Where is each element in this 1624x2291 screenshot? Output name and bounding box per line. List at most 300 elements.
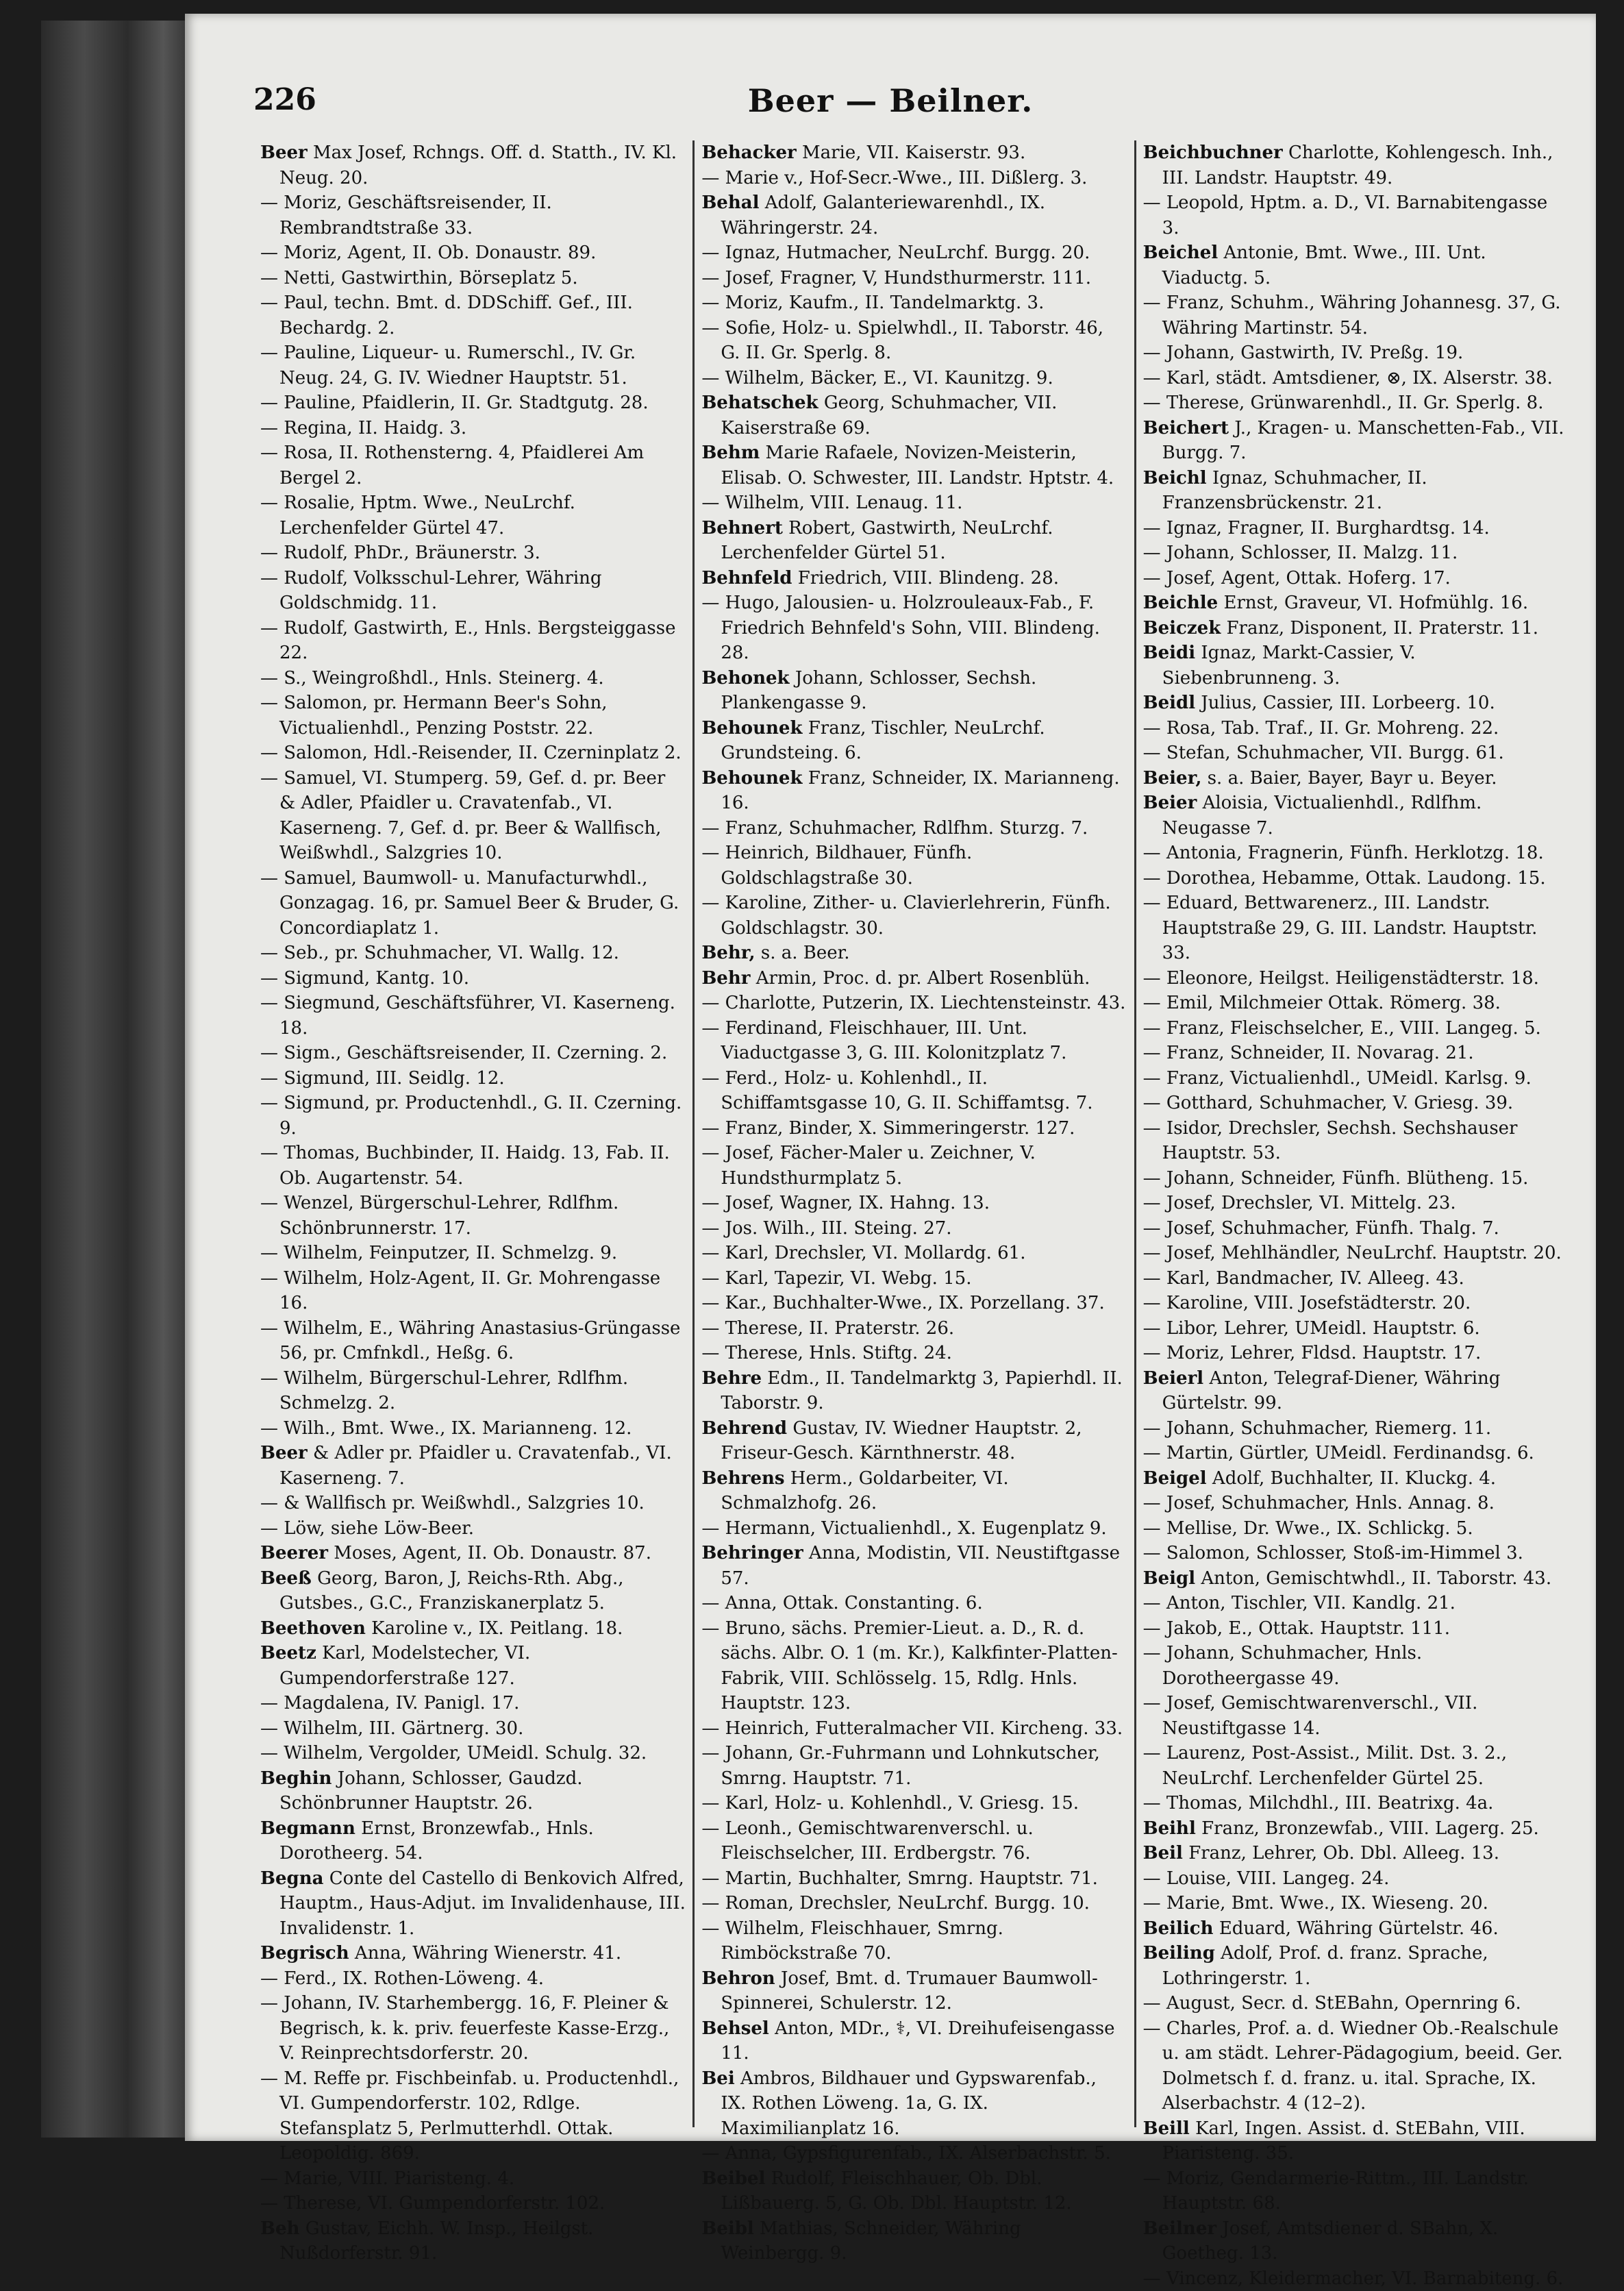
- directory-entry: [701, 1416, 1127, 1466]
- directory-entry: [701, 1241, 1127, 1266]
- entry-text: — Therese, VI. Gumpendorferstr. 102.: [260, 2193, 605, 2214]
- directory-entry: [701, 1791, 1127, 1816]
- entry-text: — Sigmund, Kantg. 10.: [260, 968, 469, 989]
- entry-surname: Beilner: [1143, 2218, 1216, 2239]
- entry-text: & Adler pr. Pfaidler u. Cravatenfab., VI. Kaserneng. 7.: [279, 1443, 672, 1489]
- entry-text: Conte del Castello di Benkovich Alfred, Hauptm., Haus-Adjut. im Invalidenhause, III. Invalidenstr. 1.: [279, 1868, 686, 1939]
- directory-entry: [260, 741, 686, 766]
- entry-text: Anton, MDr., ⚕, VI. Dreihufeisengasse 11.: [721, 2018, 1114, 2064]
- entry-text: — Samuel, VI. Stumperg. 59, Gef. d. pr. Beer & Adler, Pfaidler u. Cravatenfab., VI. Kaserneng. 7, Gef. d. pr. Beer & Wallfisch, Weißwhdl., Salzgries 10.: [260, 768, 665, 864]
- directory-entry: [1143, 190, 1569, 240]
- page-number: 226: [253, 82, 316, 117]
- directory-entry: [1143, 391, 1569, 416]
- entry-surname: Beh: [260, 2218, 299, 2239]
- entry-text: — Sigmund, pr. Productenhdl., G. II. Czerning. 9.: [260, 1093, 682, 1139]
- entry-surname: Beierl: [1143, 1368, 1204, 1389]
- directory-entry: [260, 2166, 686, 2192]
- directory-entry: [1143, 2116, 1569, 2166]
- entry-text: — Johann, Gastwirth, IV. Preßg. 19.: [1143, 343, 1464, 363]
- directory-entry: [701, 991, 1127, 1016]
- directory-entry: [1143, 1216, 1569, 1241]
- directory-entry: [701, 1341, 1127, 1366]
- directory-entry: [260, 1941, 686, 1966]
- entry-surname: Begna: [260, 1868, 323, 1889]
- entry-text: — Emil, Milchmeier Ottak. Römerg. 38.: [1143, 993, 1501, 1013]
- entry-surname: Behm: [701, 443, 760, 463]
- entry-text: Armin, Proc. d. pr. Albert Rosenblüh.: [756, 968, 1090, 989]
- entry-text: — Charles, Prof. a. d. Wiedner Ob.-Realschule u. am städt. Lehrer-Pädagogium, beeid. Ger. Dolmetsch f. d. franz. u. ital. Sprache, IX. Alserbachstr. 4 (12–2).: [1143, 2018, 1563, 2114]
- entry-surname: Behnert: [701, 518, 783, 538]
- entry-text: — Franz, Victualienhdl., UMeidl. Karlsg. 9.: [1143, 1068, 1532, 1089]
- entry-surname: Behounek: [701, 768, 802, 789]
- directory-entry: [1143, 1266, 1569, 1291]
- entry-text: — Johann, Schuhmacher, Hnls. Dorotheergasse 49.: [1143, 1643, 1423, 1689]
- entry-text: — Martin, Buchhalter, Smrng. Hauptstr. 71.: [701, 1868, 1098, 1889]
- directory-entry: [1143, 1691, 1569, 1741]
- directory-entry: [701, 716, 1127, 766]
- directory-entry: [701, 1366, 1127, 1416]
- directory-entry: [260, 866, 686, 941]
- entry-text: Karl, Ingen. Assist. d. StEBahn, VIII. Piaristeng. 35.: [1162, 2118, 1525, 2164]
- entry-text: — Jos. Wilh., III. Steing. 27.: [701, 1218, 951, 1239]
- directory-entry: [260, 491, 686, 541]
- entry-text: Anton, Gemischtwhdl., II. Taborstr. 43.: [1201, 1568, 1551, 1589]
- directory-entry: [701, 1216, 1127, 1241]
- entry-text: — Rosalie, Hptm. Wwe., NeuLrchf. Lerchenfelder Gürtel 47.: [260, 493, 575, 538]
- directory-entry: [260, 766, 686, 866]
- directory-entry: [1143, 1191, 1569, 1216]
- entry-text: — Heinrich, Bildhauer, Fünfh. Goldschlagstraße 30.: [701, 843, 972, 889]
- entry-text: — Louise, VIII. Langeg. 24.: [1143, 1868, 1390, 1889]
- directory-entry: [1143, 290, 1569, 340]
- entry-text: — Moriz, Agent, II. Ob. Donaustr. 89.: [260, 243, 596, 263]
- directory-entry: [1143, 966, 1569, 991]
- directory-entry: [260, 1691, 686, 1716]
- directory-entry: [260, 416, 686, 441]
- entry-text: — Franz, Schuhm., Währing Johannesg. 37, G. Währing Martinstr. 54.: [1143, 293, 1561, 338]
- entry-text: — Anna, Ottak. Constanting. 6.: [701, 1593, 982, 1613]
- entry-text: — Johann, Schneider, Fünfh. Blütheng. 15.: [1143, 1168, 1529, 1189]
- directory-entry: [1143, 1541, 1569, 1566]
- directory-entry: [260, 1366, 686, 1416]
- entry-surname: Behrend: [701, 1418, 787, 1439]
- entry-text: — Kar., Buchhalter-Wwe., IX. Porzellang. 37.: [701, 1293, 1104, 1313]
- directory-entry: [1143, 841, 1569, 866]
- entry-text: — Rudolf, Volksschul-Lehrer, Währing Goldschmidg. 11.: [260, 568, 602, 614]
- directory-entry: [260, 2216, 686, 2266]
- entry-text: — Therese, II. Praterstr. 26.: [701, 1318, 954, 1339]
- entry-text: Aloisia, Victualienhdl., Rdlfhm. Neugasse 7.: [1162, 793, 1482, 839]
- directory-entry: [260, 1441, 686, 1491]
- directory-entry: [260, 1191, 686, 1241]
- directory-entry: [701, 666, 1127, 716]
- directory-entry: [1143, 1741, 1569, 1791]
- entry-text: Ernst, Bronzewfab., Hnls. Dorotheerg. 54.: [279, 1818, 594, 1864]
- entry-text: — Eduard, Bettwarenerz., III. Landstr. Hauptstraße 29, G. III. Landstr. Hauptstr. 33.: [1143, 893, 1538, 963]
- entry-text: — Wilhelm, Fleischhauer, Smrng. Rimböckstraße 70.: [701, 1918, 1003, 1964]
- directory-entry: [701, 2166, 1127, 2216]
- entry-text: — Moriz, Geschäftsreisender, II. Rembrandtstraße 33.: [260, 193, 552, 238]
- directory-entry: [1143, 366, 1569, 391]
- directory-entry: [1143, 240, 1569, 290]
- entry-text: Moses, Agent, II. Ob. Donaustr. 87.: [334, 1543, 651, 1563]
- entry-surname: Beer: [260, 1443, 308, 1463]
- entry-text: — Rosa, Tab. Traf., II. Gr. Mohreng. 22.: [1143, 718, 1499, 739]
- directory-entry: [260, 2191, 686, 2216]
- entry-surname: Behacker: [701, 143, 796, 163]
- entry-text: s. a. Beer.: [761, 943, 850, 963]
- directory-entry: [260, 1091, 686, 1141]
- directory-entry: [1143, 1441, 1569, 1466]
- entry-text: — Moriz, Kaufm., II. Tandelmarktg. 3.: [701, 293, 1044, 313]
- directory-entry: [260, 1416, 686, 1441]
- entry-text: — Wilhelm, Vergolder, UMeidl. Schulg. 32.: [260, 1743, 647, 1763]
- directory-entry: [260, 666, 686, 691]
- directory-entry: [1143, 1066, 1569, 1091]
- directory-entry: [1143, 616, 1569, 641]
- directory-entry: [1143, 2216, 1569, 2266]
- column-3: [1134, 140, 1575, 2127]
- directory-entry: [701, 1316, 1127, 1341]
- directory-entry: [701, 841, 1127, 891]
- directory-entry: [1143, 741, 1569, 766]
- entry-surname: Beichl: [1143, 468, 1207, 488]
- directory-entry: [701, 1816, 1127, 1866]
- entry-text: — Franz, Binder, X. Simmeringerstr. 127.: [701, 1118, 1075, 1139]
- entry-text: — Laurenz, Post-Assist., Milit. Dst. 3. 2., NeuLrchf. Lerchenfelder Gürtel 25.: [1143, 1743, 1507, 1789]
- directory-entry: [701, 2066, 1127, 2142]
- directory-entry: [701, 1291, 1127, 1316]
- directory-entry: [1143, 1991, 1569, 2016]
- entry-text: Karl, Modelstecher, VI. Gumpendorferstraße 127.: [279, 1643, 530, 1689]
- entry-text: — S., Weingroßhdl., Hnls. Steinerg. 4.: [260, 668, 604, 689]
- entry-text: — Josef, Agent, Ottak. Hoferg. 17.: [1143, 568, 1451, 589]
- entry-text: s. a. Baier, Bayer, Bayr u. Beyer.: [1208, 768, 1497, 789]
- entry-text: — Pauline, Liqueur- u. Rumerschl., IV. Gr. Neug. 24, G. IV. Wiedner Hauptstr. 51.: [260, 343, 636, 388]
- directory-page: [185, 14, 1596, 2141]
- directory-entry: [1143, 2016, 1569, 2116]
- directory-entry: [701, 891, 1127, 941]
- entry-text: — Ferdinand, Fleischhauer, III. Unt. Viaductgasse 3, G. III. Kolonitzplatz 7.: [701, 1018, 1066, 1064]
- directory-entry: [1143, 1566, 1569, 1592]
- entry-surname: Beichbuchner: [1143, 143, 1283, 163]
- entry-text: — & Wallfisch pr. Weißwhdl., Salzgries 10.: [260, 1493, 645, 1513]
- entry-text: — Wilhelm, III. Gärtnerg. 30.: [260, 1718, 523, 1739]
- entry-text: — Hugo, Jalousien- u. Holzrouleaux-Fab., F. Friedrich Behnfeld's Sohn, VIII. Blindeng. 28.: [701, 593, 1100, 663]
- entry-text: Franz, Lehrer, Ob. Dbl. Alleeg. 13.: [1188, 1843, 1499, 1863]
- entry-text: — Paul, techn. Bmt. d. DDSchiff. Gef., III. Bechardg. 2.: [260, 293, 633, 338]
- directory-entry: [701, 1591, 1127, 1616]
- entry-text: — Karl, Holz- u. Kohlenhdl., V. Griesg. 15.: [701, 1793, 1079, 1813]
- entry-text: Adolf, Prof. d. franz. Sprache, Lothringerstr. 1.: [1162, 1943, 1488, 1989]
- directory-entry: [1143, 1891, 1569, 1916]
- running-head: Beer — Beilner.: [185, 82, 1596, 119]
- entry-text: — Moriz, Lehrer, Fldsd. Hauptstr. 17.: [1143, 1343, 1482, 1363]
- directory-entry: [260, 266, 686, 291]
- entry-text: Gustav, IV. Wiedner Hauptstr. 2, Friseur-Gesch. Kärnthnerstr. 48.: [721, 1418, 1082, 1464]
- entry-text: — Ferd., Holz- u. Kohlenhdl., II. Schiffamtsgasse 10, G. II. Schiffamtsg. 7.: [701, 1068, 1092, 1114]
- entry-text: Rudolf, Fleischhauer, Ob. Dbl. Lißbauerg. 5, G. Ob. Dbl. Hauptstr. 12.: [721, 2168, 1071, 2214]
- directory-entry: [1143, 1466, 1569, 1491]
- entry-text: — Wilhelm, Feinputzer, II. Schmelzg. 9.: [260, 1243, 617, 1263]
- entry-text: — Johann, Gr.-Fuhrmann und Lohnkutscher, Smrng. Hauptstr. 71.: [701, 1743, 1100, 1789]
- directory-entry: [701, 766, 1127, 816]
- entry-text: — Franz, Schneider, II. Novarag. 21.: [1143, 1043, 1474, 1063]
- entry-text: — Anna, Gypsfigurenfab., IX. Alserbachstr. 5.: [701, 2143, 1111, 2164]
- directory-entry: [701, 2216, 1127, 2266]
- directory-entry: [260, 441, 686, 491]
- entry-text: — Johann, IV. Starhembergg. 16, F. Pleiner & Begrisch, k. k. priv. feuerfeste Kasse-Erzg., V. Reinprechtsdorferstr. 20.: [260, 1993, 669, 2064]
- directory-entry: [1143, 866, 1569, 891]
- entry-text: — Wenzel, Bürgerschul-Lehrer, Rdlfhm. Schönbrunnerstr. 17.: [260, 1193, 619, 1239]
- directory-entry: [260, 616, 686, 666]
- entry-text: — Karl, Bandmacher, IV. Alleeg. 43.: [1143, 1268, 1464, 1289]
- entry-text: — Karoline, Zither- u. Clavierlehrerin, Fünfh. Goldschlagstr. 30.: [701, 893, 1110, 939]
- directory-entry: [260, 240, 686, 266]
- directory-entry: [701, 2016, 1127, 2066]
- entry-surname: Behr: [701, 968, 750, 989]
- entry-surname: Behron: [701, 1968, 775, 1989]
- directory-entry: [1143, 1941, 1569, 1991]
- directory-entry: [701, 1866, 1127, 1892]
- directory-entry: [1143, 991, 1569, 1016]
- directory-entry: [260, 1541, 686, 1566]
- directory-entry: [260, 541, 686, 566]
- entry-surname: Beiling: [1143, 1943, 1215, 1964]
- directory-entry: [1143, 641, 1569, 691]
- entry-text: — Sofie, Holz- u. Spielwhdl., II. Taborstr. 46, G. II. Gr. Sperlg. 8.: [701, 318, 1103, 364]
- entry-text: — Antonia, Fragnerin, Fünfh. Herklotzg. 18.: [1143, 843, 1544, 863]
- entry-text: — Marie, VIII. Piaristeng. 4.: [260, 2168, 514, 2189]
- entry-text: Gustav, Eichh. W. Insp., Heilgst. Nußdorferstr. 91.: [279, 2218, 593, 2264]
- directory-entry: [1143, 1491, 1569, 1516]
- directory-entry: [701, 266, 1127, 291]
- entry-text: Anna, Währing Wienerstr. 41.: [355, 1943, 621, 1964]
- entry-text: Franz, Schneider, IX. Marianneng. 16.: [721, 768, 1119, 814]
- entry-text: — Josef, Schuhmacher, Fünfh. Thalg. 7.: [1143, 1218, 1499, 1239]
- entry-surname: Beichle: [1143, 593, 1219, 613]
- entry-text: — Wilhelm, Bürgerschul-Lehrer, Rdlfhm. Schmelzg. 2.: [260, 1368, 628, 1414]
- directory-entry: [1143, 541, 1569, 566]
- entry-surname: Beghin: [260, 1768, 332, 1789]
- directory-entry: [1143, 1291, 1569, 1316]
- entry-text: — Josef, Drechsler, VI. Mittelg. 23.: [1143, 1193, 1456, 1213]
- entry-text: — Samuel, Baumwoll- u. Manufacturwhdl., Gonzagag. 16, pr. Samuel Beer & Bruder, G. Concordiaplatz 1.: [260, 868, 679, 939]
- directory-entry: [260, 1491, 686, 1516]
- directory-entry: [1143, 891, 1569, 966]
- entry-text: — Marie, Bmt. Wwe., IX. Wieseng. 20.: [1143, 1893, 1488, 1914]
- directory-entry: [701, 591, 1127, 666]
- directory-entry: [701, 1716, 1127, 1742]
- entry-text: — Anton, Tischler, VII. Kandlg. 21.: [1143, 1593, 1456, 1613]
- directory-entry: [1143, 1816, 1569, 1842]
- entry-surname: Beigl: [1143, 1568, 1195, 1589]
- directory-entry: [701, 491, 1127, 516]
- entry-text: — Karl, städt. Amtsdiener, ⊗, IX. Alserstr. 38.: [1143, 368, 1553, 388]
- directory-entry: [260, 1641, 686, 1691]
- directory-entry: [701, 1516, 1127, 1541]
- entry-text: — Sigm., Geschäftsreisender, II. Czerning. 2.: [260, 1043, 667, 1063]
- entry-text: — Rudolf, PhDr., Bräunerstr. 3.: [260, 543, 540, 563]
- entry-surname: Beer: [260, 143, 308, 163]
- directory-entry: [701, 1891, 1127, 1916]
- entry-surname: Beeß: [260, 1568, 312, 1589]
- entry-text: Edm., II. Tandelmarktg 3, Papierhdl. II. Taborstr. 9.: [721, 1368, 1122, 1414]
- entry-text: — Siegmund, Geschäftsführer, VI. Kaserneng. 18.: [260, 993, 675, 1039]
- entry-surname: Beichel: [1143, 243, 1219, 263]
- entry-text: — Karl, Drechsler, VI. Mollardg. 61.: [701, 1243, 1025, 1263]
- entry-text: Adolf, Galanteriewarenhdl., IX. Währingerstr. 24.: [721, 193, 1045, 238]
- entry-text: — Moriz, Gendarmerie-Rittm., III. Landstr. Hauptstr. 68.: [1143, 2168, 1529, 2214]
- entry-text: Mathias, Schneider, Währing Weinbergg. 9.: [721, 2218, 1021, 2264]
- entry-surname: Beichert: [1143, 418, 1229, 438]
- entry-text: — Marie v., Hof-Secr.-Wwe., III. Dißlerg. 3.: [701, 168, 1087, 188]
- entry-surname: Beibel: [701, 2168, 765, 2189]
- directory-entry: [260, 1316, 686, 1366]
- directory-entry: [701, 1541, 1127, 1591]
- directory-entry: [701, 1616, 1127, 1716]
- entry-text: — Stefan, Schuhmacher, VII. Burgg. 61.: [1143, 743, 1504, 763]
- directory-entry: [1143, 791, 1569, 841]
- directory-entry: [260, 1991, 686, 2066]
- directory-entry: [260, 1041, 686, 1066]
- entry-text: — Seb., pr. Schuhmacher, VI. Wallg. 12.: [260, 943, 619, 963]
- directory-entry: [260, 566, 686, 616]
- entry-text: — Regina, II. Haidg. 3.: [260, 418, 466, 438]
- entry-surname: Beill: [1143, 2118, 1190, 2139]
- directory-entry: [701, 316, 1127, 366]
- directory-entry: [701, 240, 1127, 266]
- directory-entry: [1143, 140, 1569, 190]
- entry-text: — Josef, Schuhmacher, Hnls. Annag. 8.: [1143, 1493, 1495, 1513]
- entry-text: — Eleonore, Heilgst. Heiligenstädterstr. 18.: [1143, 968, 1539, 989]
- entry-text: — Hermann, Victualienhdl., X. Eugenplatz 9.: [701, 1518, 1106, 1539]
- entry-text: — Ferd., IX. Rothen-Löweng. 4.: [260, 1968, 544, 1989]
- entry-text: Antonie, Bmt. Wwe., III. Unt. Viaductg. 5.: [1162, 243, 1486, 288]
- directory-entry: [701, 1066, 1127, 1116]
- entry-text: — Heinrich, Futteralmacher VII. Kircheng. 33.: [701, 1718, 1123, 1739]
- entry-text: — Josef, Fragner, V, Hundsthurmerstr. 111.: [701, 268, 1091, 288]
- entry-text: — Karoline, VIII. Josefstädterstr. 20.: [1143, 1293, 1471, 1313]
- entry-text: — Therese, Hnls. Stiftg. 24.: [701, 1343, 952, 1363]
- directory-entry: [1143, 1091, 1569, 1116]
- entry-text: — Sigmund, III. Seidlg. 12.: [260, 1068, 505, 1089]
- entry-text: — Rosa, II. Rothensterng. 4, Pfaidlerei Am Bergel 2.: [260, 443, 644, 488]
- directory-entry: [701, 566, 1127, 591]
- directory-entry: [701, 1016, 1127, 1066]
- directory-entry: [701, 391, 1127, 441]
- entry-text: — Dorothea, Hebamme, Ottak. Laudong. 15.: [1143, 868, 1546, 889]
- entry-surname: Beilich: [1143, 1918, 1214, 1939]
- entry-text: — Josef, Wagner, IX. Hahng. 13.: [701, 1193, 990, 1213]
- directory-entry: [260, 1516, 686, 1541]
- entry-surname: Begmann: [260, 1818, 355, 1839]
- entry-columns: [253, 140, 1575, 2127]
- directory-entry: [1143, 516, 1569, 541]
- directory-entry: [701, 941, 1127, 966]
- directory-entry: [1143, 1616, 1569, 1642]
- entry-text: Marie Rafaele, Novizen-Meisterin, Elisab. O. Schwester, III. Landstr. Hptstr. 4.: [721, 443, 1114, 488]
- entry-text: — Netti, Gastwirthin, Börseplatz 5.: [260, 268, 578, 288]
- directory-entry: [1143, 591, 1569, 616]
- entry-surname: Behatschek: [701, 393, 818, 413]
- directory-entry: [260, 1141, 686, 1191]
- directory-entry: [701, 140, 1127, 166]
- entry-text: Ambros, Bildhauer und Gypswarenfab., IX. Rothen Löweng. 1a, G. IX. Maximilianplatz 16.: [721, 2068, 1097, 2139]
- entry-text: Franz, Bronzewfab., VIII. Lagerg. 25.: [1201, 1818, 1539, 1839]
- entry-text: Franz, Tischler, NeuLrchf. Grundsteing. 6.: [721, 718, 1045, 764]
- entry-text: Ernst, Graveur, VI. Hofmühlg. 16.: [1223, 593, 1528, 613]
- entry-surname: Beihl: [1143, 1818, 1196, 1839]
- entry-text: — M. Reffe pr. Fischbeinfab. u. Productenhdl., VI. Gumpendorferstr. 102, Rdlge. Stefansplatz 5, Perlmutterhdl. Ottak. Leopoldig. 869.: [260, 2068, 679, 2164]
- directory-entry: [1143, 1016, 1569, 1041]
- directory-entry: [260, 290, 686, 340]
- directory-entry: [260, 1616, 686, 1642]
- directory-entry: [1143, 1416, 1569, 1441]
- directory-entry: [701, 1116, 1127, 1141]
- directory-entry: [260, 966, 686, 991]
- entry-text: Johann, Schlosser, Sechsh. Plankengasse 9.: [721, 668, 1036, 714]
- directory-entry: [260, 1266, 686, 1316]
- directory-entry: [1143, 1116, 1569, 1166]
- directory-entry: [260, 691, 686, 741]
- entry-text: — Thomas, Milchdhl., III. Beatrixg. 4a.: [1143, 1793, 1494, 1813]
- directory-entry: [701, 366, 1127, 391]
- entry-text: — Salomon, pr. Hermann Beer's Sohn, Victualienhdl., Penzing Poststr. 22.: [260, 693, 608, 739]
- entry-surname: Behal: [701, 193, 759, 213]
- entry-text: — Jakob, E., Ottak. Hauptstr. 111.: [1143, 1618, 1450, 1639]
- entry-surname: Behonek: [701, 668, 789, 689]
- directory-entry: [260, 391, 686, 416]
- directory-entry: [701, 1916, 1127, 1966]
- directory-entry: [1143, 340, 1569, 366]
- directory-entry: [701, 1966, 1127, 2016]
- directory-entry: [1143, 716, 1569, 741]
- entry-text: — Ignaz, Hutmacher, NeuLrchf. Burgg. 20.: [701, 243, 1090, 263]
- entry-surname: Beigel: [1143, 1468, 1207, 1489]
- entry-surname: Beerer: [260, 1543, 328, 1563]
- entry-text: — Leonh., Gemischtwarenverschl. u. Fleischselcher, III. Erdbergstr. 76.: [701, 1818, 1033, 1864]
- directory-entry: [701, 1466, 1127, 1516]
- entry-text: — Franz, Schuhmacher, Rdlfhm. Sturzg. 7.: [701, 818, 1088, 839]
- entry-text: Friedrich, VIII. Blindeng. 28.: [798, 568, 1059, 589]
- entry-surname: Behr,: [701, 943, 755, 963]
- directory-entry: [1143, 1316, 1569, 1341]
- entry-text: Franz, Disponent, II. Praterstr. 11.: [1226, 618, 1538, 639]
- directory-entry: [260, 1866, 686, 1942]
- directory-entry: [1143, 416, 1569, 466]
- entry-text: — Therese, Grünwarenhdl., II. Gr. Sperlg. 8.: [1143, 393, 1544, 413]
- entry-surname: Begrisch: [260, 1943, 349, 1964]
- directory-entry: [1143, 1866, 1569, 1892]
- entry-text: — Charlotte, Putzerin, IX. Liechtensteinstr. 43.: [701, 993, 1125, 1013]
- entry-text: — Wilhelm, VIII. Lenaug. 11.: [701, 493, 962, 513]
- directory-entry: [260, 1816, 686, 1866]
- entry-surname: Beidi: [1143, 643, 1195, 663]
- entry-surname: Beetz: [260, 1643, 316, 1663]
- directory-entry: [1143, 466, 1569, 516]
- directory-entry: [260, 991, 686, 1041]
- entry-text: — Josef, Mehlhändler, NeuLrchf. Hauptstr. 20.: [1143, 1243, 1562, 1263]
- directory-entry: [701, 441, 1127, 491]
- entry-text: Josef, Amtsdiener d. SBahn, X. Goetheg. 13.: [1162, 2218, 1499, 2264]
- entry-text: — Johann, Schuhmacher, Riemerg. 11.: [1143, 1418, 1491, 1439]
- entry-surname: Beethoven: [260, 1618, 366, 1639]
- entry-text: — Rudolf, Gastwirth, E., Hnls. Bergsteiggasse 22.: [260, 618, 676, 664]
- entry-text: Max Josef, Rchngs. Off. d. Statth., IV. Kl. Neug. 20.: [279, 143, 677, 188]
- entry-text: — Josef, Gemischtwarenverschl., VII. Neustiftgasse 14.: [1143, 1693, 1478, 1739]
- directory-entry: [260, 1241, 686, 1266]
